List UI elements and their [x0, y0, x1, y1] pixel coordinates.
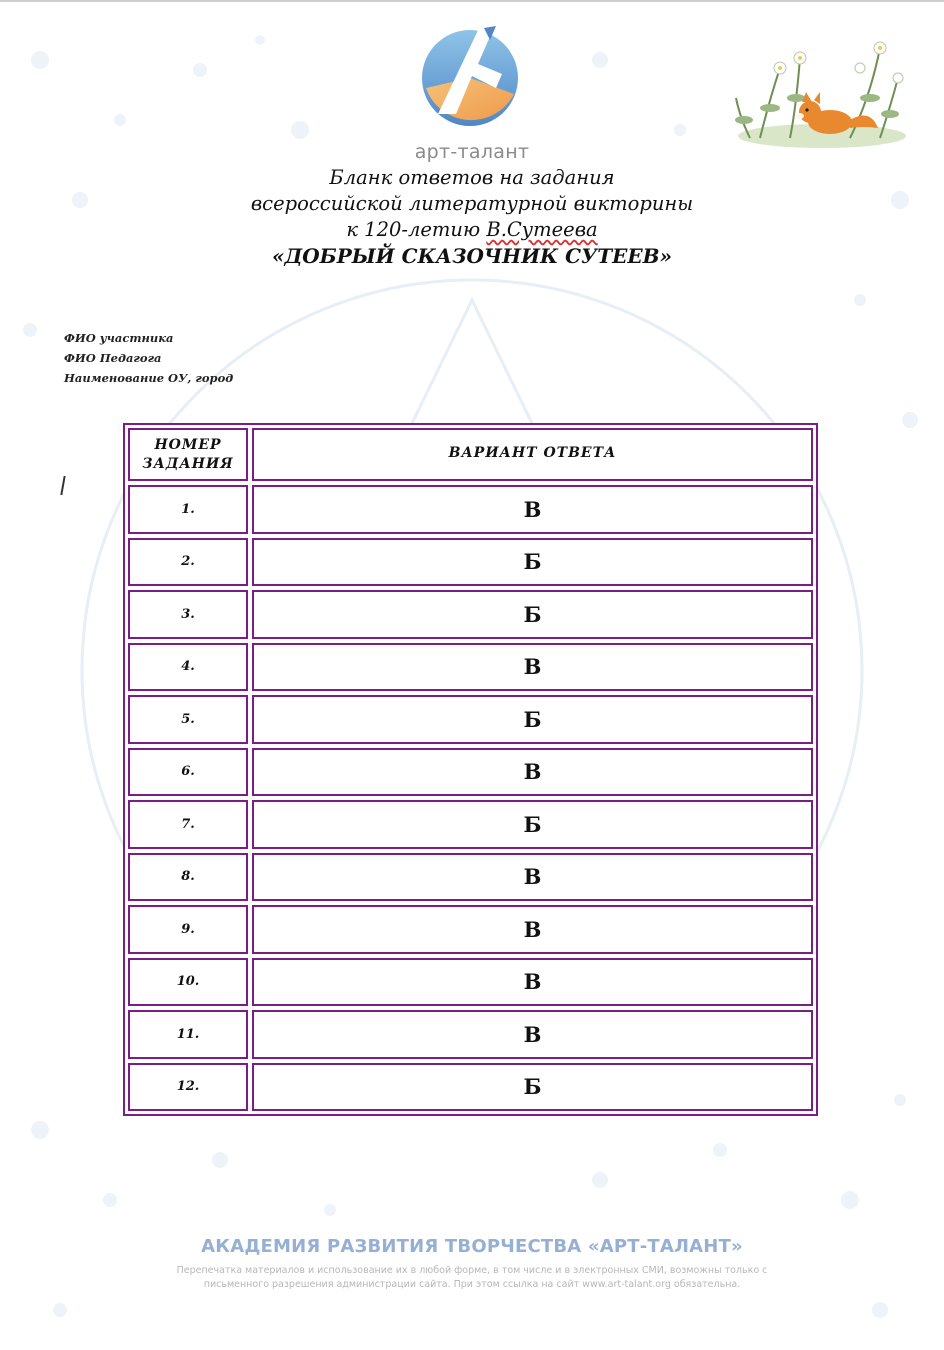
- page-top-border: [0, 0, 944, 2]
- task-number-cell: 5.: [128, 695, 248, 744]
- answer-cell: В: [252, 1010, 813, 1059]
- fox-in-flowers-illustration-icon: [730, 38, 906, 150]
- answer-cell: В: [252, 643, 813, 692]
- footer-note-line-1: Перепечатка материалов и использование их в любой форме, в том числе и в электронных СМИ, возможны только с: [176, 1265, 768, 1276]
- field-teacher-label: ФИО Педагога: [64, 351, 162, 365]
- answer-cell: В: [252, 748, 813, 797]
- task-number-cell: 2.: [128, 538, 248, 587]
- table-row: [128, 958, 813, 1007]
- field-school-label: Наименование ОУ, город: [64, 371, 234, 385]
- title-line-2: всероссийской литературной викторины: [250, 192, 694, 215]
- task-number-cell: 6.: [128, 748, 248, 797]
- answer-cell: В: [252, 485, 813, 534]
- title-line-1: Бланк ответов на задания: [329, 166, 615, 189]
- task-number-cell: 10.: [128, 958, 248, 1007]
- task-number-cell: 9.: [128, 905, 248, 954]
- logo-text: арт-талант: [414, 141, 530, 163]
- header-answer-cell: ВАРИАНТ ОТВЕТА: [252, 428, 813, 481]
- answer-cell: Б: [252, 590, 813, 639]
- title-line-4: «ДОБРЫЙ СКАЗОЧНИК СУТЕЕВ»: [271, 244, 673, 268]
- participant-fields: [64, 328, 233, 388]
- table-row: [128, 800, 813, 849]
- table-row: [128, 748, 813, 797]
- answer-cell: Б: [252, 1063, 813, 1112]
- task-number-cell: 3.: [128, 590, 248, 639]
- table-row: [128, 1063, 813, 1112]
- task-number-cell: 7.: [128, 800, 248, 849]
- task-number-cell: 1.: [128, 485, 248, 534]
- task-number-cell: 8.: [128, 853, 248, 902]
- task-number-cell: 4.: [128, 643, 248, 692]
- table-row: [128, 905, 813, 954]
- header-number-cell: НОМЕР ЗАДАНИЯ: [128, 428, 248, 481]
- answer-cell: Б: [252, 695, 813, 744]
- answers-table: [123, 423, 818, 1116]
- document-title: [150, 165, 794, 269]
- table-row: [128, 853, 813, 902]
- table-row: [128, 643, 813, 692]
- answer-cell: В: [252, 853, 813, 902]
- table-row: [128, 1010, 813, 1059]
- table-row: [128, 485, 813, 534]
- task-number-cell: 11.: [128, 1010, 248, 1059]
- title-line-3-prefix: к 120-летию: [346, 218, 487, 241]
- field-participant-label: ФИО участника: [64, 331, 174, 345]
- answer-cell: В: [252, 958, 813, 1007]
- footer-title: АКАДЕМИЯ РАЗВИТИЯ ТВОРЧЕСТВА «АРТ-ТАЛАНТ»: [201, 1236, 743, 1257]
- footer-note-line-2: письменного разрешения администрации сайта. При этом ссылка на сайт www.art-talant.org обязательна.: [203, 1279, 741, 1290]
- table-header-row: [128, 428, 813, 481]
- title-author-name: В.Сутеева: [486, 218, 598, 241]
- art-talant-logo-icon: [418, 18, 522, 130]
- title-line-3: [150, 217, 794, 243]
- table-row: [128, 590, 813, 639]
- answer-cell: Б: [252, 538, 813, 587]
- answer-cell: В: [252, 905, 813, 954]
- task-number-cell: 12.: [128, 1063, 248, 1112]
- text-cursor: [60, 476, 65, 495]
- table-row: [128, 695, 813, 744]
- table-body: [128, 485, 813, 1111]
- table-row: [128, 538, 813, 587]
- answer-cell: Б: [252, 800, 813, 849]
- footer-note: [96, 1264, 848, 1292]
